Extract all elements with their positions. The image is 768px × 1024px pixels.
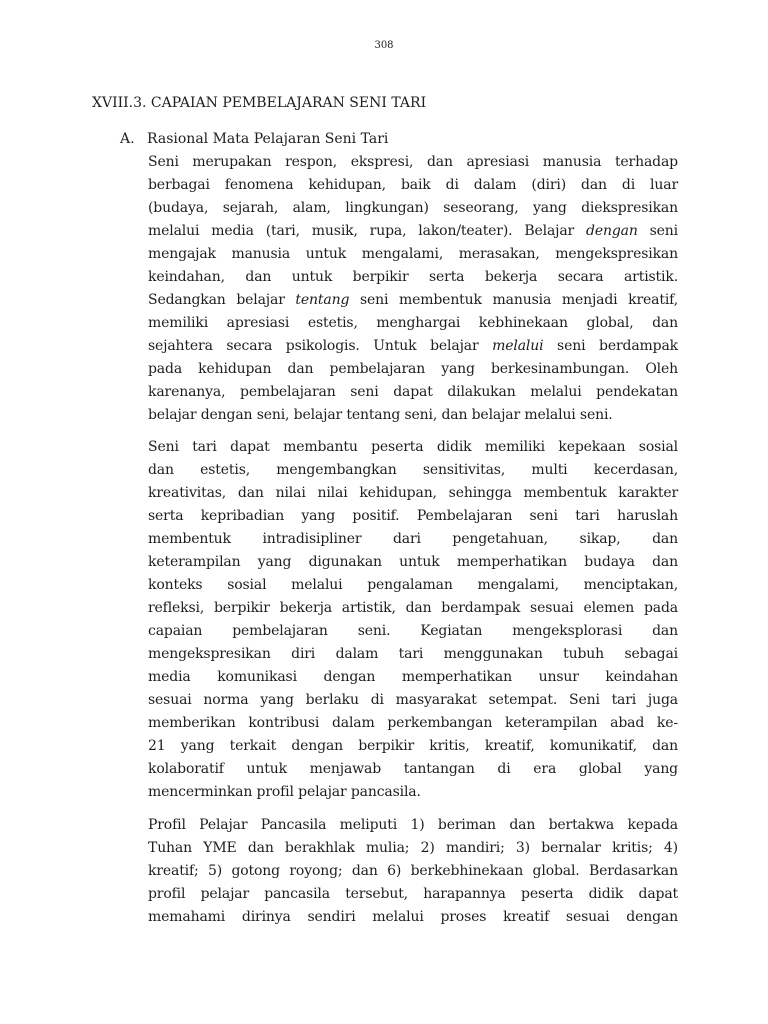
text-line: memiliki apresiasi estetis, menghargai kebhinekaan global, dan [148, 315, 678, 331]
text-line: berbagai fenomena kehidupan, baik di dalam (diri) dan di luar [148, 177, 678, 193]
text-line: melalui media (tari, musik, rupa, lakon/teater). Belajar dengan seni [148, 223, 678, 239]
subsection-letter: A. [120, 131, 135, 147]
text-line: kreativitas, dan nilai nilai kehidupan, sehingga membentuk karakter [148, 485, 678, 501]
text-line: memahami dirinya sendiri melalui proses kreatif sesuai dengan [148, 909, 678, 925]
text-line: 21 yang terkait dengan berpikir kritis, kreatif, komunikatif, dan [148, 738, 678, 754]
text-line: keterampilan yang digunakan untuk memperhatikan budaya dan [148, 554, 678, 570]
text-line: Seni merupakan respon, ekspresi, dan apresiasi manusia terhadap [148, 154, 678, 170]
text-line: mengekspresikan diri dalam tari menggunakan tubuh sebagai [148, 646, 678, 662]
text-line: Profil Pelajar Pancasila meliputi 1) beriman dan bertakwa kepada [148, 817, 678, 833]
text-line: kolaboratif untuk menjawab tantangan di era global yang [148, 761, 678, 777]
text-line: memberikan kontribusi dalam perkembangan keterampilan abad ke- [148, 715, 678, 731]
text-line: capaian pembelajaran seni. Kegiatan mengeksplorasi dan [148, 623, 678, 639]
subsection-title: Rasional Mata Pelajaran Seni Tari [147, 131, 389, 147]
subsection-heading [120, 129, 388, 149]
text-line: sesuai norma yang berlaku di masyarakat setempat. Seni tari juga [148, 692, 678, 708]
text-line: sejahtera secara psikologis. Untuk belajar melalui seni berdampak [148, 338, 679, 354]
emphasized-word: dengan [586, 223, 638, 239]
emphasized-word: melalui [492, 338, 544, 354]
text-line: keindahan, dan untuk berpikir serta bekerja secara artistik. [148, 269, 678, 285]
text-line: mencerminkan profil pelajar pancasila. [148, 784, 421, 800]
text-line: Seni tari dapat membantu peserta didik memiliki kepekaan sosial [148, 439, 678, 455]
text-line: Tuhan YME dan berakhlak mulia; 2) mandiri; 3) bernalar kritis; 4) [148, 840, 678, 856]
text-line: belajar dengan seni, belajar tentang seni, dan belajar melalui seni. [148, 407, 613, 423]
text-line: refleksi, berpikir bekerja artistik, dan berdampak sesuai elemen pada [148, 600, 678, 616]
text-line: membentuk intradisipliner dari pengetahuan, sikap, dan [148, 531, 678, 547]
paragraph-2 [148, 436, 678, 804]
section-title: XVIII.3. CAPAIAN PEMBELAJARAN SENI TARI [92, 95, 427, 111]
emphasized-word: tentang [295, 292, 350, 308]
page-number: 308 [374, 40, 394, 48]
text-line: konteks sosial melalui pengalaman mengalami, menciptakan, [148, 577, 678, 593]
text-line: profil pelajar pancasila tersebut, harapannya peserta didik dapat [148, 886, 678, 902]
text-line: pada kehidupan dan pembelajaran yang berkesinambungan. Oleh [148, 361, 678, 377]
text-line: kreatif; 5) gotong royong; dan 6) berkebhinekaan global. Berdasarkan [148, 863, 678, 879]
text-line: dan estetis, mengembangkan sensitivitas, multi kecerdasan, [148, 462, 678, 478]
paragraph-3 [148, 814, 678, 929]
text-line: media komunikasi dengan memperhatikan unsur keindahan [148, 669, 678, 685]
text-line: karenanya, pembelajaran seni dapat dilakukan melalui pendekatan [148, 384, 678, 400]
text-line: mengajak manusia untuk mengalami, merasakan, mengekspresikan [148, 246, 678, 262]
text-line: Sedangkan belajar tentang seni membentuk manusia menjadi kreatif, [148, 292, 678, 308]
paragraph-1 [148, 151, 678, 427]
text-line: serta kepribadian yang positif. Pembelajaran seni tari haruslah [148, 508, 678, 524]
text-line: (budaya, sejarah, alam, lingkungan) seseorang, yang diekspresikan [148, 200, 678, 216]
